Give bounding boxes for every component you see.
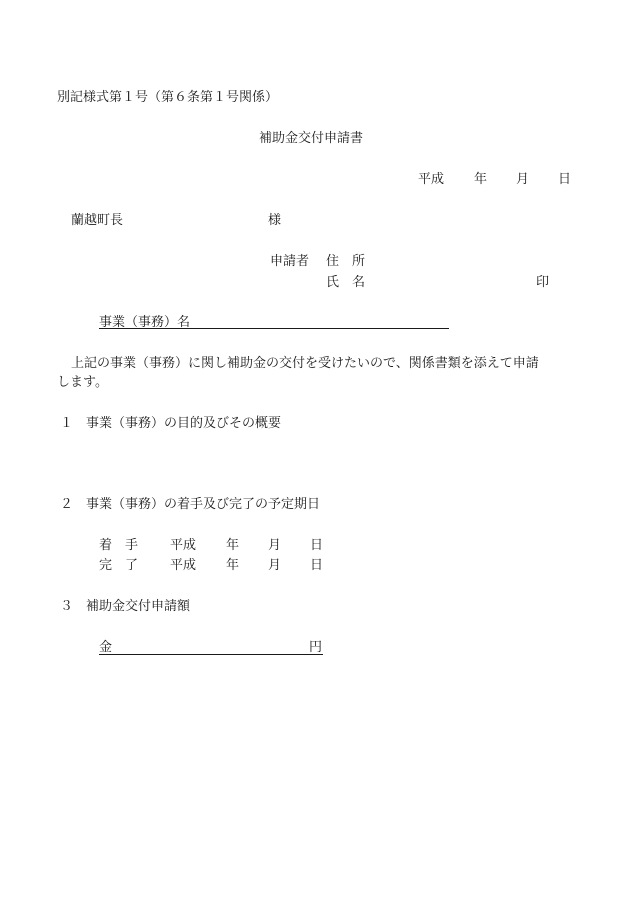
schedule-year: 年 [226,558,240,573]
schedule-day: 日 [310,538,324,553]
date-month: 月 [516,172,530,187]
schedule-year: 年 [226,538,240,553]
section-number: ２ [60,497,74,512]
section-heading: 事業（事務）の目的及びその概要 [86,416,282,431]
amount-unit: 円 [309,640,323,655]
body-line-2: します。 [57,375,108,390]
schedule-era: 平成 [170,558,197,573]
recipient-name: 蘭越町長 [71,213,124,228]
schedule-era: 平成 [170,538,197,553]
schedule-label: 着 手 [99,538,139,553]
schedule-day: 日 [310,558,324,573]
section-number: ３ [60,599,74,614]
amount-underline [99,654,323,655]
form-label: 別記様式第１号（第６条第１号関係） [57,90,279,105]
schedule-month: 月 [268,558,282,573]
date-day: 日 [558,172,572,187]
recipient-honorific: 様 [268,213,282,228]
schedule-month: 月 [268,538,282,553]
applicant-label: 申請者 [270,254,310,269]
page-title: 補助金交付申請書 [259,131,364,146]
schedule-label: 完 了 [99,558,139,573]
address-label: 住 所 [326,254,366,269]
date-era: 平成 [418,172,445,187]
name-label: 氏 名 [326,275,366,290]
date-year: 年 [474,172,488,187]
amount-prefix: 金 [99,640,113,655]
body-line-1: 上記の事業（事務）に関し補助金の交付を受けたいので、関係書類を添えて申請 [71,356,539,371]
section-heading: 補助金交付申請額 [86,599,191,614]
project-name-label: 事業（事務）名 [99,315,191,330]
seal-mark: 印 [536,275,550,290]
section-heading: 事業（事務）の着手及び完了の予定期日 [86,497,321,512]
project-name-underline [99,328,449,329]
section-number: １ [60,416,74,431]
